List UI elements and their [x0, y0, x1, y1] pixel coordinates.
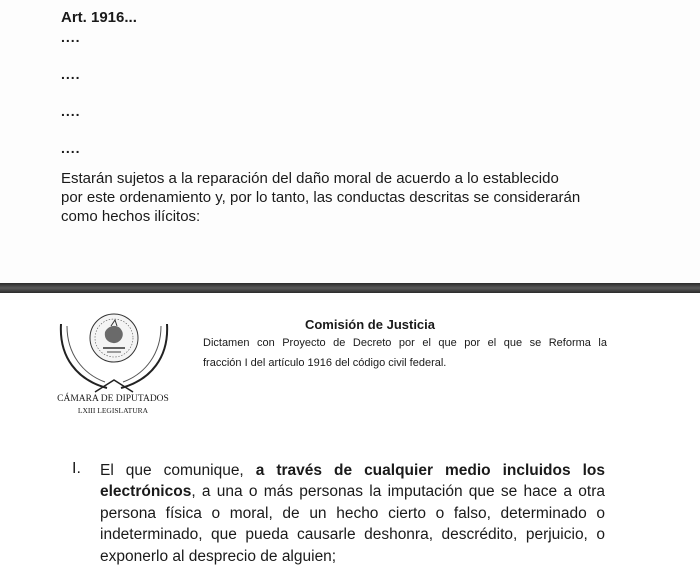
page-separator — [0, 283, 700, 293]
chamber-name: CÁMARA DE DIPUTADOS — [57, 394, 169, 404]
article-heading: Art. 1916... — [61, 9, 137, 26]
section-line: indeterminado, que pueda causarle deshonra, descrédito, perjuicio, o — [100, 526, 605, 544]
ellipsis-3: .... — [61, 103, 81, 119]
legislature-label: LXIII LEGISLATURA — [77, 406, 149, 415]
dictamen-line: Dictamen con Proyecto de Decreto por el que por el que se Reforma la — [203, 337, 607, 349]
section-line — [100, 481, 605, 502]
line-plain-text: El que comunique, — [100, 462, 244, 479]
dictamen-description — [203, 333, 607, 373]
section-one-text — [100, 460, 605, 567]
line-bold-text: electrónicos — [100, 483, 192, 501]
line-plain-text: , a una o más personas la imputación que se hace a otra — [191, 483, 605, 501]
line-bold-text: a través de cualquier medio incluidos los — [255, 462, 605, 479]
paragraph-line: como hechos ilícitos: — [61, 208, 201, 225]
ellipsis-1: .... — [61, 29, 81, 45]
paragraph-line: Estarán sujetos a la reparación del daño moral de acuerdo a lo establecido — [61, 170, 559, 187]
ellipsis-4: .... — [61, 140, 81, 156]
damage-paragraph — [61, 169, 616, 226]
dictamen-line: fracción I del artículo 1916 del código civil federal. — [203, 357, 447, 369]
section-line: exponerlo al desprecio de alguien; — [100, 547, 337, 565]
chamber-emblem-icon — [55, 302, 173, 397]
section-line: persona física o moral, de un hecho cierto o falso, determinado o — [100, 504, 605, 522]
commission-title: Comisión de Justicia — [304, 317, 436, 332]
top-page-fragment — [0, 0, 700, 283]
section-numeral: I. — [72, 460, 81, 477]
ellipsis-2: .... — [61, 66, 81, 82]
paragraph-line: por este ordenamiento y, por lo tanto, las conductas descritas se considerarán — [61, 189, 581, 206]
section-line — [100, 460, 605, 481]
